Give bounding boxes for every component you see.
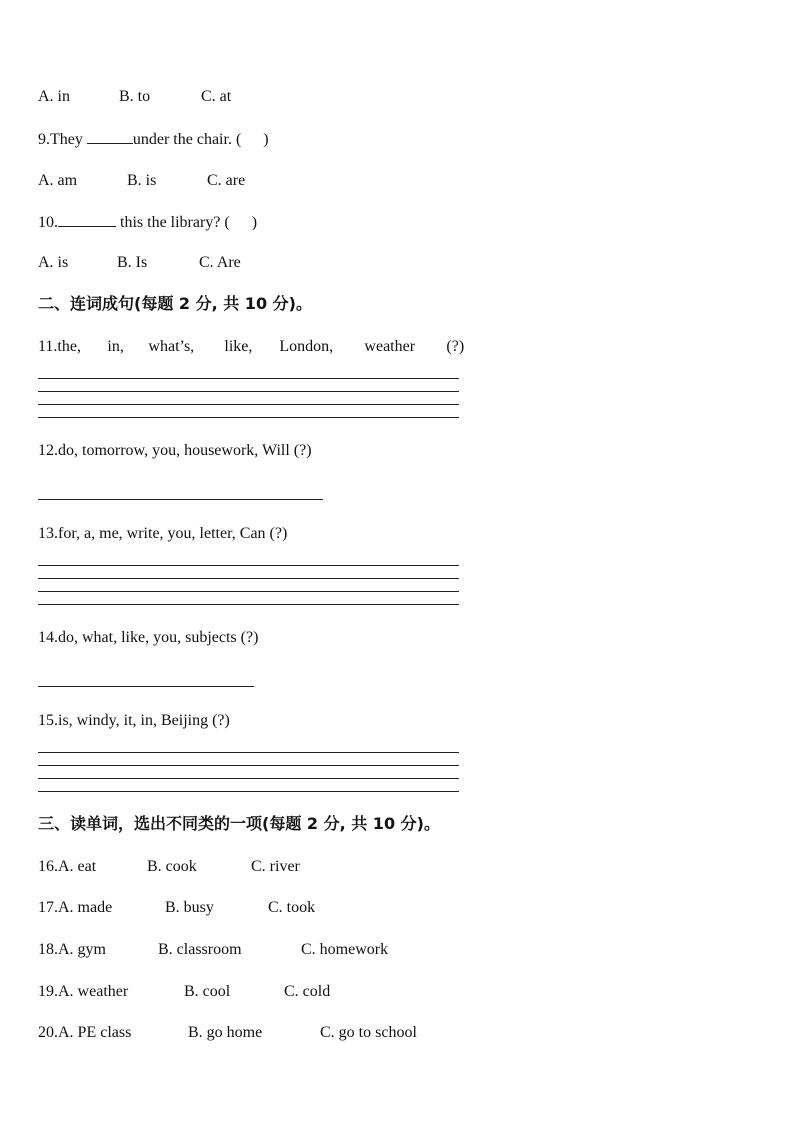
q18-question bbox=[38, 940, 388, 960]
q9-paren-open: ( bbox=[235, 131, 242, 148]
q16-number: 16. bbox=[38, 858, 58, 875]
q20-option-b: B. go home bbox=[188, 1024, 263, 1041]
q13-answer-line[interactable] bbox=[38, 591, 459, 592]
q9-question bbox=[38, 129, 269, 150]
q11-answer-line[interactable] bbox=[38, 417, 459, 418]
q15-answer-line[interactable] bbox=[38, 791, 459, 792]
q13-question: 13.for, a, me, write, you, letter, Can (?) bbox=[38, 525, 288, 542]
q15-answer-line[interactable] bbox=[38, 752, 459, 753]
section-2-heading: 二、连词成句(每题 2 分, 共 10 分)。 bbox=[38, 294, 312, 313]
q9-paren-close: ) bbox=[263, 131, 269, 148]
q11-answer-line[interactable] bbox=[38, 404, 459, 405]
q18-number: 18. bbox=[38, 941, 58, 958]
q11-word: (?) bbox=[446, 338, 465, 355]
q9-options bbox=[38, 171, 245, 191]
q11-word: in, bbox=[107, 338, 124, 355]
q11-question bbox=[38, 337, 464, 357]
q17-option-a: A. made bbox=[58, 899, 113, 916]
q12-answer-line[interactable] bbox=[38, 499, 323, 500]
q8-option-b: B. to bbox=[119, 88, 151, 105]
q9-option-c: C. are bbox=[207, 172, 246, 189]
q11-word: weather bbox=[364, 338, 416, 355]
q8-option-a: A. in bbox=[38, 88, 70, 105]
q9-text-before: They bbox=[50, 131, 83, 148]
q10-question bbox=[38, 212, 257, 233]
q18-option-c: C. homework bbox=[301, 941, 389, 958]
q14-answer-line[interactable] bbox=[38, 686, 254, 687]
q10-paren-open: ( bbox=[224, 214, 230, 231]
q14-question: 14.do, what, like, you, subjects (?) bbox=[38, 629, 259, 646]
q11-word: the, bbox=[57, 338, 81, 355]
q11-number: 11. bbox=[38, 338, 58, 355]
q8-option-c: C. at bbox=[201, 88, 232, 105]
q16-option-c: C. river bbox=[251, 858, 300, 875]
q10-number: 10. bbox=[38, 214, 58, 231]
q13-answer-line[interactable] bbox=[38, 565, 459, 566]
q10-options bbox=[38, 253, 241, 273]
q10-paren-close: ) bbox=[251, 214, 258, 231]
q15-answer-line[interactable] bbox=[38, 765, 459, 766]
q9-blank[interactable] bbox=[87, 129, 133, 144]
q19-option-a: A. weather bbox=[58, 983, 129, 1000]
section-3-heading: 三、读单词，选出不同类的一项(每题 2 分, 共 10 分)。 bbox=[38, 814, 440, 833]
q10-option-a: A. is bbox=[38, 254, 69, 271]
q16-option-a: A. eat bbox=[58, 858, 97, 875]
q20-number: 20. bbox=[38, 1024, 58, 1041]
q11-word: London, bbox=[279, 338, 334, 355]
q15-answer-line[interactable] bbox=[38, 778, 459, 779]
q10-option-c: C. Are bbox=[199, 254, 241, 271]
q13-answer-line[interactable] bbox=[38, 604, 459, 605]
q9-number: 9. bbox=[38, 131, 50, 148]
q11-word: like, bbox=[224, 338, 253, 355]
q15-question: 15.is, windy, it, in, Beijing (?) bbox=[38, 712, 230, 729]
q9-option-a: A. am bbox=[38, 172, 78, 189]
q16-question bbox=[38, 857, 300, 877]
q17-option-b: B. busy bbox=[165, 899, 214, 916]
q19-number: 19. bbox=[38, 983, 58, 1000]
q10-option-b: B. Is bbox=[117, 254, 148, 271]
q20-option-a: A. PE class bbox=[58, 1024, 132, 1041]
q11-answer-line[interactable] bbox=[38, 378, 459, 379]
q19-question bbox=[38, 982, 330, 1002]
q17-question bbox=[38, 898, 315, 918]
q20-question bbox=[38, 1023, 417, 1043]
q18-option-b: B. classroom bbox=[158, 941, 242, 958]
q19-option-b: B. cool bbox=[184, 983, 231, 1000]
q18-option-a: A. gym bbox=[58, 941, 106, 958]
q11-answer-line[interactable] bbox=[38, 391, 459, 392]
q8-options bbox=[38, 87, 231, 107]
q16-option-b: B. cook bbox=[147, 858, 197, 875]
q20-option-c: C. go to school bbox=[320, 1024, 417, 1041]
q10-text-after: this the library? bbox=[120, 214, 221, 231]
q13-answer-line[interactable] bbox=[38, 578, 459, 579]
q17-option-c: C. took bbox=[268, 899, 316, 916]
q17-number: 17. bbox=[38, 899, 58, 916]
q9-option-b: B. is bbox=[127, 172, 157, 189]
q19-option-c: C. cold bbox=[284, 983, 331, 1000]
q12-question: 12.do, tomorrow, you, housework, Will (?) bbox=[38, 442, 312, 459]
q9-text-after: under the chair. bbox=[132, 131, 232, 148]
q10-blank[interactable] bbox=[58, 212, 116, 227]
q11-word: what’s, bbox=[148, 338, 195, 355]
